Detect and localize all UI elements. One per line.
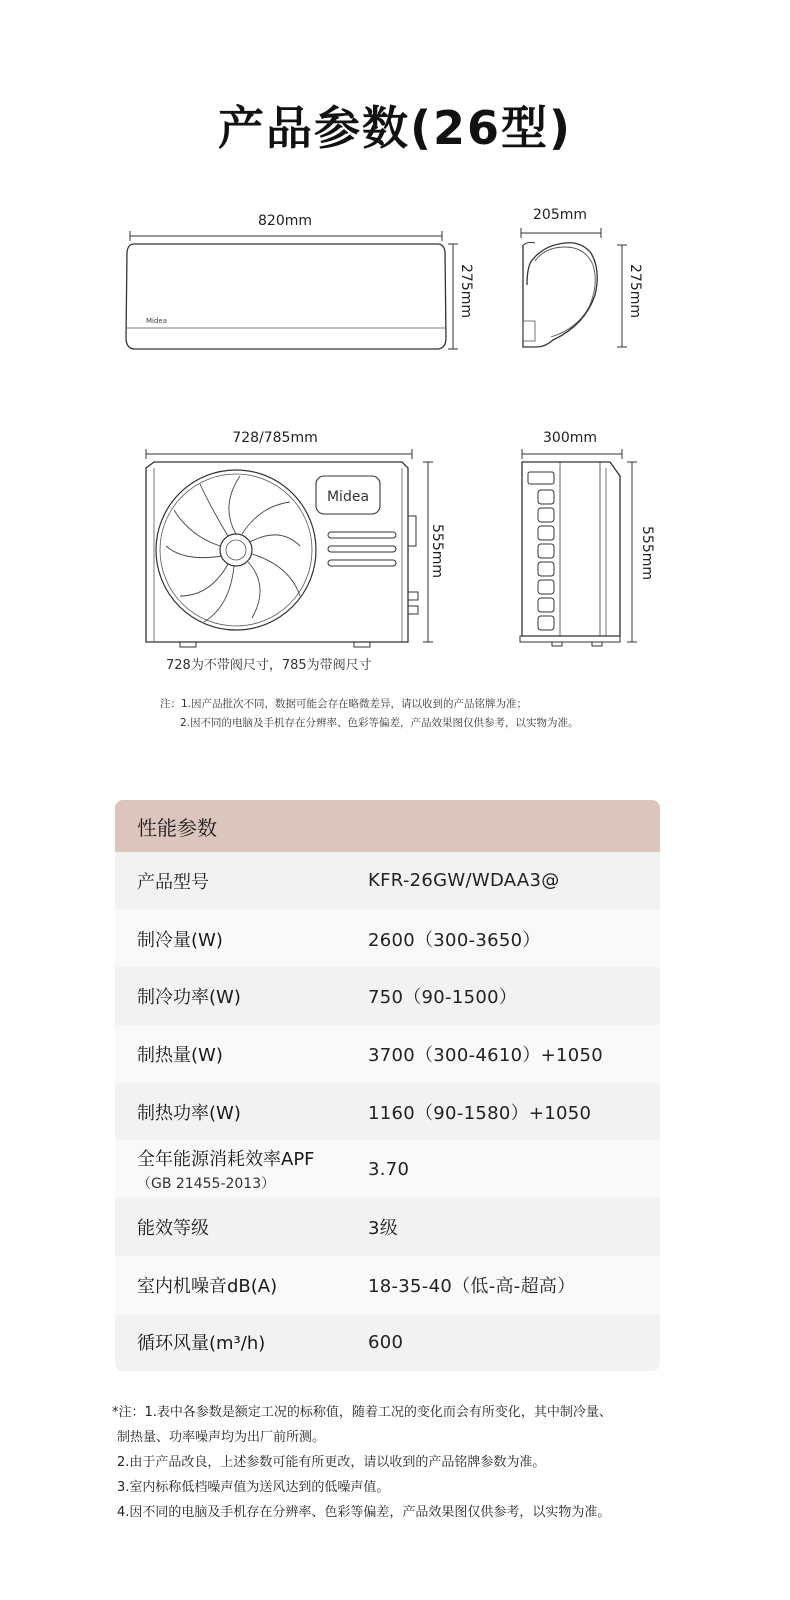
outdoor-dimension-caption: 728为不带阀尺寸，785为带阀尺寸 — [166, 658, 372, 673]
spec-row-heating-capacity — [115, 1025, 660, 1083]
spec-value: 750（90-1500） — [368, 987, 518, 1009]
outdoor-unit-side-drawing — [516, 446, 646, 656]
spec-label: 制热功率(W) — [137, 1102, 241, 1124]
spec-label-sub: （GB 21455-2013） — [137, 1176, 276, 1193]
outdoor-depth-label: 300mm — [543, 430, 597, 446]
spec-label: 室内机噪音dB(A) — [137, 1275, 278, 1297]
diagram-note-1: 注：1.因产品批次不同，数据可能会存在略微差异，请以收到的产品铭牌为准； — [160, 698, 528, 710]
spec-value: 1160（90-1580）+1050 — [368, 1102, 592, 1124]
spec-row-airflow — [115, 1314, 660, 1372]
spec-row-efficiency-grade — [115, 1198, 660, 1256]
spec-row-model — [115, 852, 660, 910]
spec-label: 制冷功率(W) — [137, 987, 241, 1009]
footnote-4: 4.因不同的电脑及手机存在分辨率、色彩等偏差，产品效果图仅供参考，以实物为准。 — [117, 1505, 611, 1520]
indoor-unit-side-drawing — [515, 225, 635, 355]
footnote-1: *注：1.表中各参数是额定工况的标称值，随着工况的变化而会有所变化，其中制冷量、 — [112, 1405, 612, 1420]
outdoor-width-label: 728/785mm — [232, 430, 318, 446]
spec-table — [115, 800, 660, 1371]
spec-label: 制热量(W) — [137, 1044, 223, 1066]
spec-table-body — [115, 852, 660, 1371]
page-title: 产品参数(26型) — [217, 101, 573, 155]
indoor-width-label: 820mm — [258, 213, 312, 229]
spec-label: 产品型号 — [137, 871, 209, 893]
spec-row-heating-power — [115, 1083, 660, 1141]
footnote-2: 2.由于产品改良，上述参数可能有所更改，请以收到的产品铭牌参数为准。 — [117, 1455, 546, 1470]
spec-value: 3级 — [368, 1217, 399, 1239]
spec-value: KFR-26GW/WDAA3@ — [368, 870, 560, 892]
indoor-brand-logo: Midea — [146, 317, 168, 325]
outdoor-side-height-label: 555mm — [639, 526, 655, 580]
spec-label: 能效等级 — [137, 1217, 209, 1239]
spec-label: 循环风量(m³/h) — [137, 1333, 266, 1355]
spec-value: 18-35-40（低-高-超高） — [368, 1275, 576, 1297]
outdoor-unit-front-drawing — [140, 446, 440, 656]
footnote-3: 3.室内标称低档噪声值为送风达到的低噪声值。 — [117, 1480, 390, 1495]
footnotes — [112, 1400, 612, 1525]
spec-table-header: 性能参数 — [115, 800, 660, 852]
spec-row-apf — [115, 1140, 660, 1198]
spec-value: 600 — [368, 1331, 404, 1353]
spec-row-indoor-noise — [115, 1256, 660, 1314]
spec-label-main: 全年能源消耗效率APF — [137, 1149, 315, 1171]
diagram-note-2: 2.因不同的电脑及手机存在分辨率、色彩等偏差，产品效果图仅供参考，以实物为准。 — [180, 717, 579, 729]
outdoor-brand-logo: Midea — [326, 489, 370, 505]
spec-value: 2600（300-3650） — [368, 929, 541, 951]
spec-label — [115, 1145, 368, 1193]
outdoor-height-label: 555mm — [429, 524, 445, 578]
indoor-depth-label: 205mm — [533, 207, 587, 223]
spec-value: 3.70 — [368, 1158, 410, 1180]
footnote-1-cont: 制热量、功率噪声均为出厂前所测。 — [117, 1430, 326, 1445]
indoor-side-height-label: 275mm — [627, 264, 643, 318]
indoor-unit-front-drawing — [120, 228, 460, 358]
spec-row-cooling-power — [115, 967, 660, 1025]
spec-row-cooling-capacity — [115, 910, 660, 968]
spec-label: 制冷量(W) — [137, 929, 223, 951]
indoor-height-label: 275mm — [458, 264, 474, 318]
spec-value: 3700（300-4610）+1050 — [368, 1044, 604, 1066]
